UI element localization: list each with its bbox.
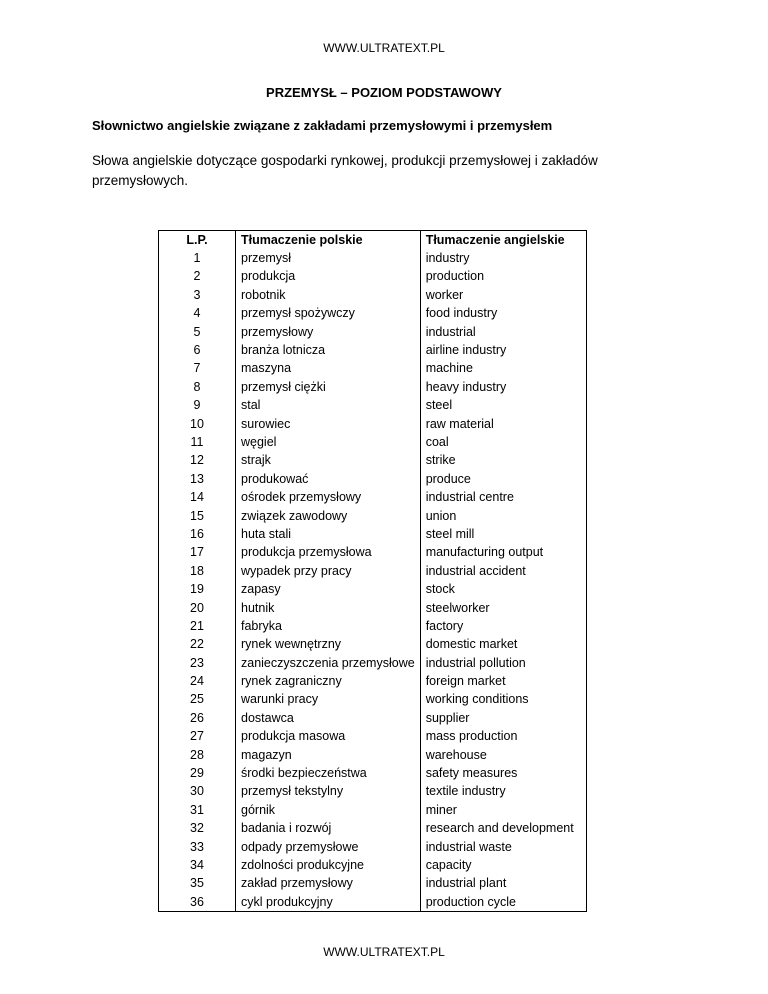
english-term: production cycle [420,893,586,912]
polish-term: produkować [236,470,421,488]
polish-term: hutnik [236,599,421,617]
table-row [159,893,587,912]
table-row [159,249,587,267]
table-row [159,617,587,635]
english-term: steelworker [420,599,586,617]
polish-term: zanieczyszczenia przemysłowe [236,654,421,672]
row-number: 16 [159,525,236,543]
english-term: industrial accident [420,562,586,580]
table-row [159,507,587,525]
row-number: 8 [159,378,236,396]
header-english: Tłumaczenie angielskie [420,231,586,250]
row-number: 25 [159,691,236,709]
english-term: worker [420,286,586,304]
polish-term: ośrodek przemysłowy [236,488,421,506]
polish-term: przemysł [236,249,421,267]
english-term: steel mill [420,525,586,543]
english-term: working conditions [420,691,586,709]
row-number: 21 [159,617,236,635]
vocabulary-table [158,230,587,912]
english-term: industrial centre [420,488,586,506]
row-number: 3 [159,286,236,304]
row-number: 33 [159,838,236,856]
row-number: 27 [159,728,236,746]
table-row [159,488,587,506]
row-number: 20 [159,599,236,617]
table-body [159,249,587,912]
english-term: mass production [420,728,586,746]
table-row [159,415,587,433]
table-row [159,672,587,690]
polish-term: przemysł ciężki [236,378,421,396]
row-number: 15 [159,507,236,525]
row-number: 36 [159,893,236,912]
table-row [159,580,587,598]
polish-term: produkcja przemysłowa [236,544,421,562]
english-term: machine [420,360,586,378]
row-number: 7 [159,360,236,378]
english-term: airline industry [420,341,586,359]
polish-term: badania i rozwój [236,820,421,838]
english-term: steel [420,397,586,415]
english-term: domestic market [420,636,586,654]
row-number: 24 [159,672,236,690]
row-number: 4 [159,305,236,323]
english-term: safety measures [420,764,586,782]
english-term: industrial pollution [420,654,586,672]
table-row [159,728,587,746]
english-term: industry [420,249,586,267]
table-row [159,764,587,782]
row-number: 35 [159,875,236,893]
row-number: 17 [159,544,236,562]
polish-term: produkcja masowa [236,728,421,746]
english-term: factory [420,617,586,635]
polish-term: przemysł spożywczy [236,305,421,323]
table-row [159,525,587,543]
row-number: 23 [159,654,236,672]
polish-term: węgiel [236,433,421,451]
polish-term: odpady przemysłowe [236,838,421,856]
table-row [159,268,587,286]
polish-term: cykl produkcyjny [236,893,421,912]
english-term: stock [420,580,586,598]
table-row [159,856,587,874]
polish-term: związek zawodowy [236,507,421,525]
polish-term: stal [236,397,421,415]
site-header: WWW.ULTRATEXT.PL [323,41,445,55]
polish-term: maszyna [236,360,421,378]
row-number: 31 [159,801,236,819]
header-lp: L.P. [159,231,236,250]
table-row [159,452,587,470]
table-row [159,341,587,359]
english-term: industrial waste [420,838,586,856]
table-row [159,654,587,672]
row-number: 18 [159,562,236,580]
english-term: industrial plant [420,875,586,893]
table-row [159,470,587,488]
intro-paragraph: Słowa angielskie dotyczące gospodarki rynkowej, produkcji przemysłowej i zakładów przemysłowych. [92,153,598,188]
english-term: research and development [420,820,586,838]
row-number: 2 [159,268,236,286]
row-number: 19 [159,580,236,598]
polish-term: huta stali [236,525,421,543]
polish-term: zapasy [236,580,421,598]
table-row [159,801,587,819]
table-row [159,746,587,764]
english-term: textile industry [420,783,586,801]
row-number: 26 [159,709,236,727]
polish-term: przemysł tekstylny [236,783,421,801]
english-term: produce [420,470,586,488]
english-term: strike [420,452,586,470]
english-term: union [420,507,586,525]
row-number: 10 [159,415,236,433]
table-row [159,783,587,801]
table-row [159,378,587,396]
row-number: 30 [159,783,236,801]
row-number: 12 [159,452,236,470]
english-term: supplier [420,709,586,727]
table-row [159,562,587,580]
table-row [159,360,587,378]
english-term: foreign market [420,672,586,690]
row-number: 5 [159,323,236,341]
table-row [159,820,587,838]
table-header-row [159,231,587,250]
polish-term: rynek wewnętrzny [236,636,421,654]
polish-term: zdolności produkcyjne [236,856,421,874]
polish-term: przemysłowy [236,323,421,341]
table-row [159,875,587,893]
english-term: production [420,268,586,286]
polish-term: warunki pracy [236,691,421,709]
english-term: coal [420,433,586,451]
row-number: 13 [159,470,236,488]
polish-term: rynek zagraniczny [236,672,421,690]
english-term: manufacturing output [420,544,586,562]
polish-term: produkcja [236,268,421,286]
table-row [159,397,587,415]
english-term: warehouse [420,746,586,764]
row-number: 32 [159,820,236,838]
polish-term: górnik [236,801,421,819]
polish-term: strajk [236,452,421,470]
polish-term: surowiec [236,415,421,433]
row-number: 1 [159,249,236,267]
table-row [159,838,587,856]
polish-term: zakład przemysłowy [236,875,421,893]
english-term: capacity [420,856,586,874]
table-row [159,691,587,709]
table-row [159,433,587,451]
table-row [159,323,587,341]
site-footer: WWW.ULTRATEXT.PL [323,945,445,959]
english-term: industrial [420,323,586,341]
document-title: PRZEMYSŁ – POZIOM PODSTAWOWY [266,85,502,100]
row-number: 14 [159,488,236,506]
row-number: 9 [159,397,236,415]
english-term: miner [420,801,586,819]
table-row [159,636,587,654]
table-row [159,599,587,617]
row-number: 6 [159,341,236,359]
table-row [159,286,587,304]
polish-term: fabryka [236,617,421,635]
polish-term: dostawca [236,709,421,727]
section-heading: Słownictwo angielskie związane z zakładami przemysłowymi i przemysłem [92,118,553,133]
table-row [159,709,587,727]
row-number: 28 [159,746,236,764]
header-polish: Tłumaczenie polskie [236,231,421,250]
english-term: heavy industry [420,378,586,396]
polish-term: środki bezpieczeństwa [236,764,421,782]
english-term: raw material [420,415,586,433]
row-number: 11 [159,433,236,451]
table-row [159,544,587,562]
row-number: 22 [159,636,236,654]
polish-term: wypadek przy pracy [236,562,421,580]
english-term: food industry [420,305,586,323]
row-number: 34 [159,856,236,874]
row-number: 29 [159,764,236,782]
polish-term: branża lotnicza [236,341,421,359]
polish-term: robotnik [236,286,421,304]
polish-term: magazyn [236,746,421,764]
table-row [159,305,587,323]
